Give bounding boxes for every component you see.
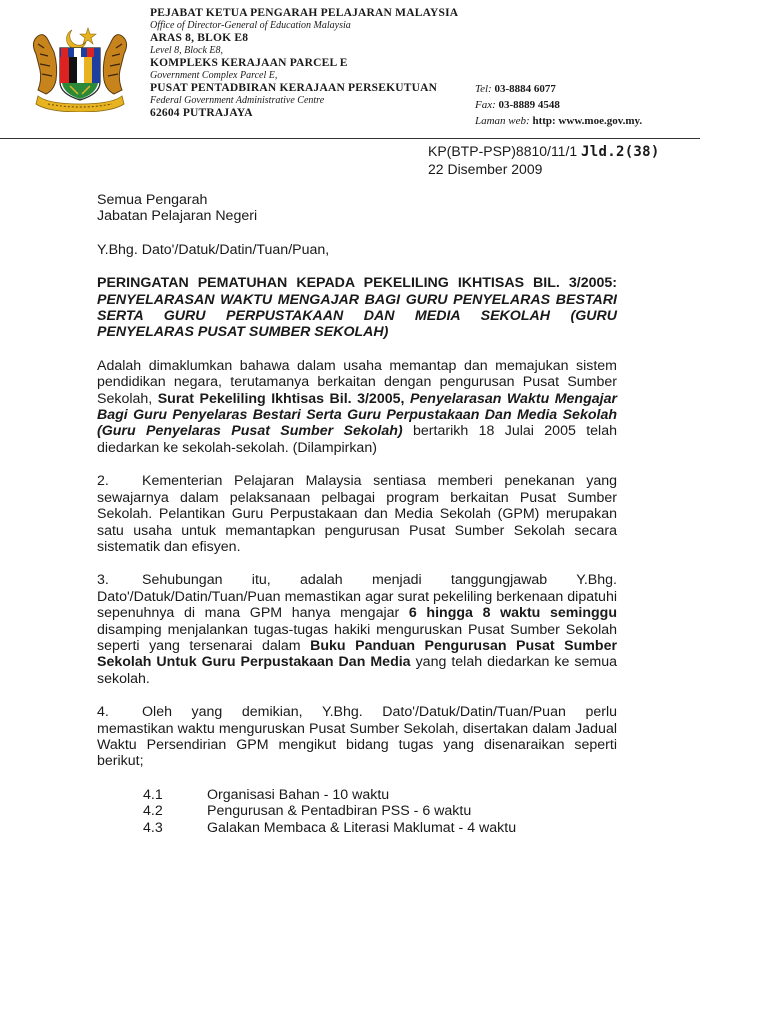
phone-line <box>475 81 735 97</box>
paragraph-2 <box>97 473 617 555</box>
letterhead-address <box>150 7 480 120</box>
list-item <box>97 803 617 819</box>
paragraph-text: disamping menjalankan tugas-tugas hakiki menguruskan Pusat Sumber Sekolah seperti yang tersenarai dalam <box>97 621 617 654</box>
letter-date: 22 Disember 2009 <box>428 161 543 177</box>
circular-title: Penyelarasan Waktu Mengajar Bagi Guru Penyelaras Bestari Serta Guru Perpustakaan Dan Media Sekolah (Guru Penyelaras Pusat Sumber Sekolah) <box>97 390 618 440</box>
letterhead-divider <box>0 138 700 139</box>
list-item-text: Organisasi Bahan - 10 waktu <box>207 786 390 803</box>
reference-line <box>428 143 660 161</box>
list-item <box>97 787 617 803</box>
paragraph-3 <box>97 572 617 687</box>
list-item-number: 4.1 <box>143 786 163 803</box>
reference-block <box>428 143 660 178</box>
duty-list <box>97 787 617 836</box>
paragraph-number: 2. <box>97 473 109 490</box>
reference-code: KP(BTP-PSP)8810/11/1 <box>428 143 578 159</box>
handwritten-volume-note: Jld.2(38) <box>581 144 660 160</box>
fax-number: 03-8889 4548 <box>498 99 560 111</box>
paragraph-text: Adalah dimaklumkan bahawa dalam usaha memantap dan memajukan sistem pendidikan negara, terutamanya berkaitan dengan pengurusan Pusat Sumber Sekolah, <box>97 357 617 407</box>
recipient-line: Semua Pengarah <box>97 192 208 208</box>
list-item-number: 4.2 <box>143 803 163 820</box>
letterhead-line: Level 8, Block E8, <box>150 44 224 56</box>
website-url[interactable]: http: www.moe.gov.my. <box>532 115 643 127</box>
paragraph-text: Kementerian Pelajaran Malaysia sentiasa memberi penekanan yang sewajarnya dalam pelaksanaan pelbagai program berkaitan Pusat Sumber Sekolah. Pelantikan Guru Perpustakaan dan Media Sekolah (GPM) merupakan satu usaha untuk memantapkan pengurusan Pusat Sumber Sekolah secara sistematik dan efisyen. <box>97 473 617 555</box>
website-line <box>475 113 735 129</box>
letterhead-line: Federal Government Administrative Centre <box>150 94 325 106</box>
paragraph-text: bertarikh 18 Julai 2005 telah diedarkan ke sekolah-sekolah. (Dilampirkan) <box>97 423 617 456</box>
letterhead <box>0 0 768 150</box>
subject-circular-title: PENYELARASAN WAKTU MENGAJAR BAGI GURU PENYELARAS BESTARI SERTA GURU PERPUSTAKAAN DAN MEDIA SEKOLAH (GURU PENYELARAS PUSAT SUMBER SEKOLAH) <box>97 291 617 341</box>
paragraph-number: 3. <box>97 572 109 589</box>
fax-line <box>475 97 735 113</box>
website-label: Laman web: <box>475 115 530 127</box>
paragraph-4 <box>97 704 617 770</box>
coat-of-arms-logo <box>28 24 132 112</box>
letter-body <box>97 192 617 836</box>
letterhead-line: ARAS 8, BLOK E8 <box>150 32 249 44</box>
paragraph-number: 4. <box>97 704 109 721</box>
fax-label: Fax: <box>475 99 496 111</box>
letterhead-line: Government Complex Parcel E, <box>150 69 278 81</box>
circular-reference: Surat Pekeliling Ikhtisas Bil. 3/2005, <box>157 390 410 407</box>
letterhead-line: PUSAT PENTADBIRAN KERAJAAN PERSEKUTUAN <box>150 82 438 94</box>
letterhead-line: 62604 PUTRAJAYA <box>150 107 253 119</box>
paragraph-1 <box>97 358 617 456</box>
letterhead-line: PEJABAT KETUA PENGARAH PELAJARAN MALAYSIA <box>150 7 459 19</box>
subject-heading <box>97 275 617 341</box>
subject-title: PERINGATAN PEMATUHAN KEPADA PEKELILING IKHTISAS BIL. 3/2005: <box>97 275 617 292</box>
phone-number: 03-8884 6077 <box>494 83 556 95</box>
phone-label: Tel: <box>475 83 492 95</box>
letterhead-contact <box>475 81 735 129</box>
list-item-text: Galakan Membaca & Literasi Maklumat - 4 waktu <box>207 819 517 836</box>
recipient-block <box>97 192 617 225</box>
salutation: Y.Bhg. Dato'/Datuk/Datin/Tuan/Puan, <box>97 241 330 258</box>
paragraph-text: yang telah diedarkan ke semua sekolah. <box>97 654 618 687</box>
letterhead-line: KOMPLEKS KERAJAAN PARCEL E <box>150 57 348 69</box>
teaching-hours-emphasis: 6 hingga 8 waktu seminggu <box>408 605 617 622</box>
guidebook-title: Buku Panduan Pengurusan Pusat Sumber Sekolah Untuk Guru Perpustakaan Dan Media <box>97 637 617 671</box>
list-item-number: 4.3 <box>143 819 163 836</box>
letterhead-line: Office of Director-General of Education Malaysia <box>150 19 351 31</box>
paragraph-text: Sehubungan itu, adalah menjadi tanggungjawab Y.Bhg. Dato'/Datuk/Datin/Tuan/Puan memastikan agar surat pekeliling berkenaan dipatuhi sepenuhnya di mana GPM hanya mengajar <box>97 572 617 622</box>
recipient-line: Jabatan Pelajaran Negeri <box>97 208 258 225</box>
list-item <box>97 820 617 836</box>
list-item-text: Pengurusan & Pentadbiran PSS - 6 waktu <box>207 803 472 820</box>
paragraph-text: Oleh yang demikian, Y.Bhg. Dato'/Datuk/Datin/Tuan/Puan perlu memastikan waktu menguruskan Pusat Sumber Sekolah, disertakan dalam Jadual Waktu Persendirian GPM mengikut bidang tugas yang disenaraikan seperti berikut; <box>97 704 617 770</box>
